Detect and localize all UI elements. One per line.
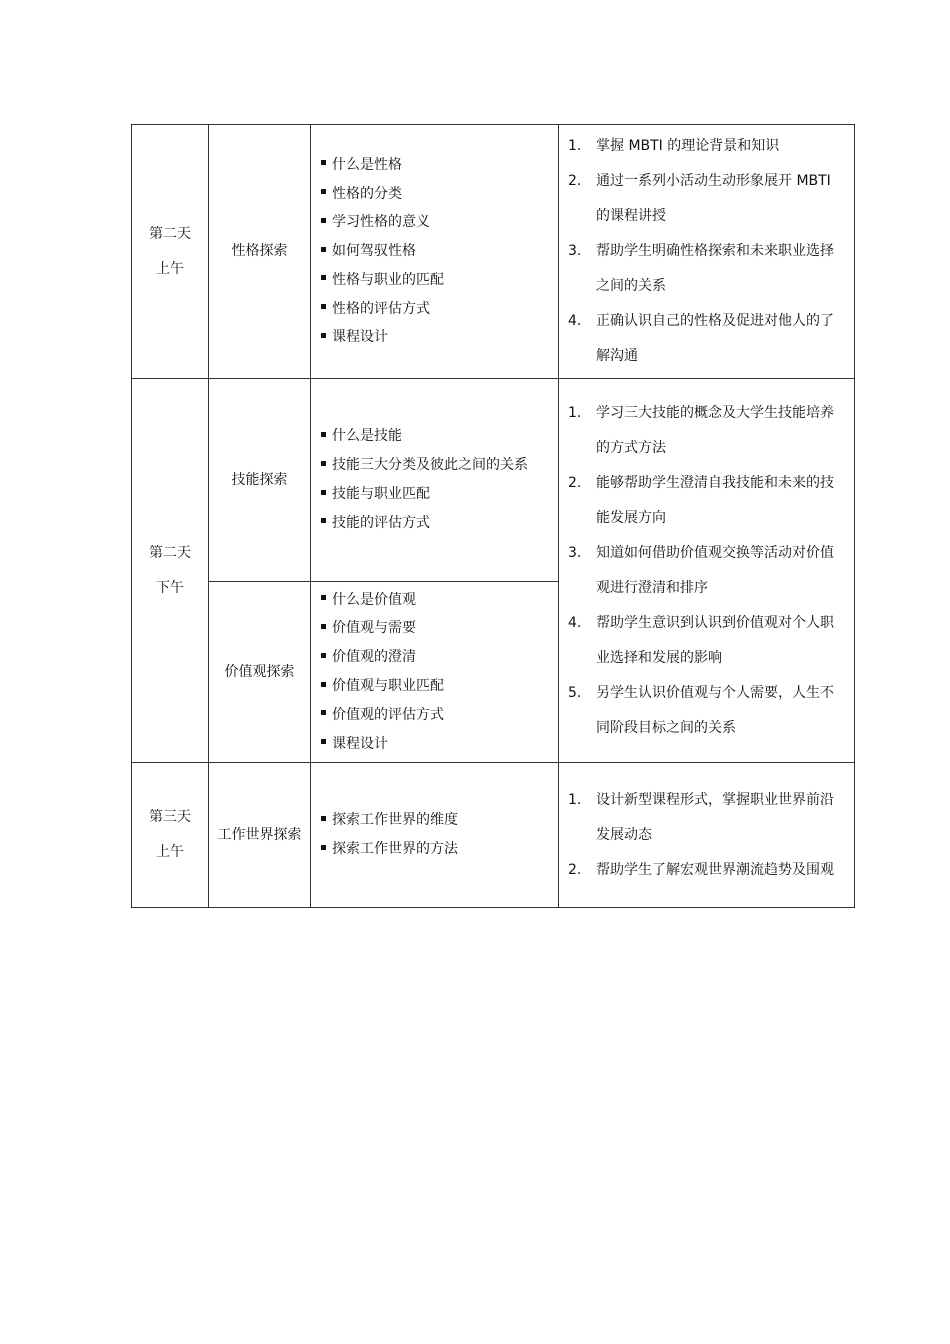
content-list xyxy=(311,586,558,759)
table-row xyxy=(132,125,855,379)
content-cell xyxy=(311,763,559,908)
topic-cell: 工作世界探索 xyxy=(209,763,311,908)
topic-cell: 价值观探索 xyxy=(209,582,311,763)
goals-list xyxy=(559,392,854,750)
goal-item: 1. 学习三大技能的概念及大学生技能培养的方式方法 xyxy=(568,404,834,456)
bullet-icon xyxy=(321,816,326,821)
bullet-icon xyxy=(321,710,326,715)
bullet-icon xyxy=(321,518,326,523)
goal-item: 2. 通过一系列小活动生动形象展开 MBTI 的课程讲授 xyxy=(568,173,831,224)
list-item: 技能三大分类及彼此之间的关系 xyxy=(321,451,558,480)
list-item: 什么是性格 xyxy=(321,151,558,180)
bullet-icon xyxy=(321,595,326,600)
topic-cell: 性格探索 xyxy=(209,125,311,379)
time-cell xyxy=(132,379,209,763)
bullet-icon xyxy=(321,160,326,165)
goal-item: 2. 帮助学生了解宏观世界潮流趋势及围观 xyxy=(568,861,834,878)
bullet-icon xyxy=(321,333,326,338)
list-item: 性格与职业的匹配 xyxy=(321,266,558,295)
topic-cell: 技能探索 xyxy=(209,379,311,582)
bullet-icon xyxy=(321,653,326,658)
period-label: 上午 xyxy=(156,260,184,277)
bullet-icon xyxy=(321,218,326,223)
bullet-icon xyxy=(321,247,326,252)
list-item: 探索工作世界的维度 xyxy=(321,806,558,835)
bullet-icon xyxy=(321,682,326,687)
list-item: 价值观的评估方式 xyxy=(321,701,558,730)
table-row xyxy=(132,379,855,582)
goal-item: 2. 能够帮助学生澄清自我技能和未来的技能发展方向 xyxy=(568,474,834,526)
content-list xyxy=(311,806,558,864)
list-item: 价值观的澄清 xyxy=(321,643,558,672)
bullet-icon xyxy=(321,432,326,437)
bullet-icon xyxy=(321,490,326,495)
schedule-table xyxy=(131,124,855,908)
list-item: 课程设计 xyxy=(321,730,558,759)
content-cell xyxy=(311,379,559,582)
period-label: 上午 xyxy=(156,844,184,860)
goals-cell xyxy=(559,125,855,379)
content-cell xyxy=(311,582,559,763)
day-label: 第二天 xyxy=(149,544,191,561)
goals-list xyxy=(559,125,854,378)
bullet-icon xyxy=(321,624,326,629)
list-item: 什么是价值观 xyxy=(321,586,558,615)
goal-item: 1. 设计新型课程形式，掌握职业世界前沿发展动态 xyxy=(568,791,834,843)
goal-item: 1. 掌握 MBTI 的理论背景和知识 xyxy=(568,138,780,154)
list-item: 什么是技能 xyxy=(321,422,558,451)
table-row xyxy=(132,763,855,908)
bullet-icon xyxy=(321,461,326,466)
goals-list xyxy=(559,779,854,892)
content-cell xyxy=(311,125,559,379)
goals-cell xyxy=(559,763,855,908)
content-list xyxy=(311,422,558,537)
bullet-icon xyxy=(321,845,326,850)
list-item: 技能的评估方式 xyxy=(321,509,558,538)
list-item: 性格的分类 xyxy=(321,180,558,209)
list-item: 课程设计 xyxy=(321,323,558,352)
bullet-icon xyxy=(321,275,326,280)
goal-item: 3. 知道如何借助价值观交换等活动对价值观进行澄清和排序 xyxy=(568,544,834,596)
goal-item: 4. 帮助学生意识到认识到价值观对个人职业选择和发展的影响 xyxy=(568,614,834,666)
bullet-icon xyxy=(321,739,326,744)
list-item: 价值观与需要 xyxy=(321,614,558,643)
content-list xyxy=(311,151,558,353)
list-item: 学习性格的意义 xyxy=(321,208,558,237)
list-item: 探索工作世界的方法 xyxy=(321,835,558,864)
list-item: 价值观与职业匹配 xyxy=(321,672,558,701)
bullet-icon xyxy=(321,304,326,309)
day-label: 第三天 xyxy=(149,809,191,825)
day-label: 第二天 xyxy=(149,225,191,242)
time-cell xyxy=(132,125,209,379)
list-item: 如何驾驭性格 xyxy=(321,237,558,266)
list-item: 技能与职业匹配 xyxy=(321,480,558,509)
goal-item: 5. 另学生认识价值观与个人需要，人生不同阶段目标之间的关系 xyxy=(568,684,834,736)
list-item: 性格的评估方式 xyxy=(321,295,558,324)
goals-cell xyxy=(559,379,855,763)
goal-item: 3. 帮助学生明确性格探索和未来职业选择之间的关系 xyxy=(568,243,834,294)
period-label: 下午 xyxy=(156,579,184,596)
time-cell xyxy=(132,763,209,908)
goal-item: 4. 正确认识自己的性格及促进对他人的了解沟通 xyxy=(568,313,834,364)
bullet-icon xyxy=(321,189,326,194)
